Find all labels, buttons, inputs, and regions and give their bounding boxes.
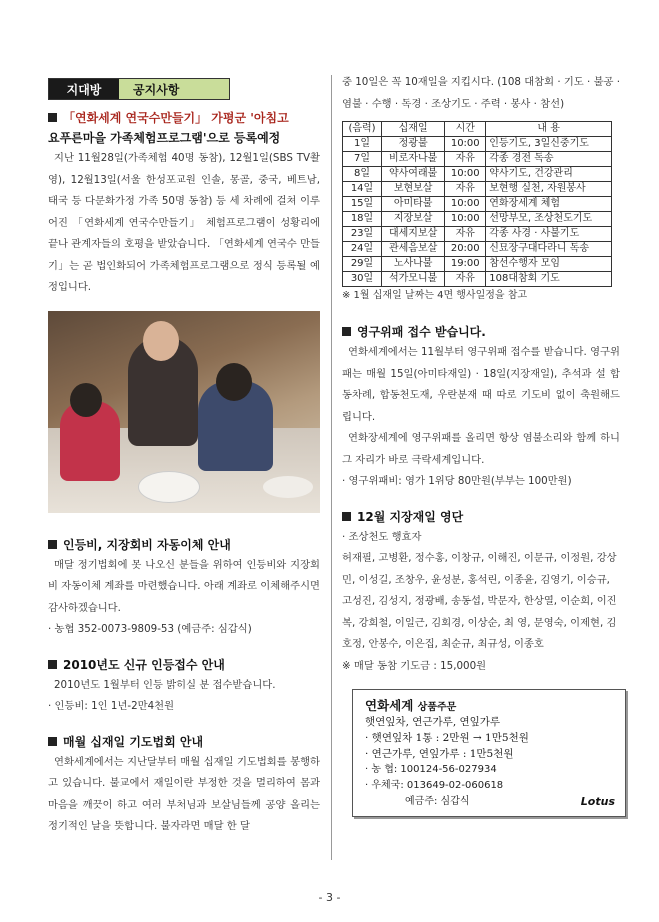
yeonhwa-title: 「연화세계 연국수만들기」 가평군 '아침고 bbox=[48, 108, 320, 128]
cell-day: 아미타불 bbox=[382, 197, 445, 212]
cell-time: 10:00 bbox=[445, 137, 486, 152]
cell-lunar: 8일 bbox=[343, 167, 382, 182]
table-row bbox=[343, 272, 612, 287]
cell-day: 대세지보살 bbox=[382, 227, 445, 242]
cell-lunar: 23일 bbox=[343, 227, 382, 242]
cell-lunar: 24일 bbox=[343, 242, 382, 257]
donors-sub: · 조상천도 행효자 bbox=[342, 530, 422, 543]
schedule-note: ※ 1월 십재일 날짜는 4면 행사일정을 참고 bbox=[342, 290, 528, 301]
cell-content: 신묘장구대다라니 독송 bbox=[486, 242, 612, 257]
cell-lunar: 1일 bbox=[343, 137, 382, 152]
prayer-body-left: 연화세계에서는 지난달부터 매월 십재일 기도법회를 봉행하고 있습니다. 불교에서 재일이란 부정한 것을 멀리하여 몸과 마음을 깨끗이 하고 여러 부처님과 보살님들께 공양 올리는 정기적인 날을 뜻합니다. 불자라면 매달 한 달 bbox=[48, 755, 320, 832]
table-row bbox=[343, 197, 612, 212]
page-number: - 3 - bbox=[318, 891, 341, 904]
cell-content: 연화장세계 체험 bbox=[486, 197, 612, 212]
dept-label: 지대방 bbox=[49, 79, 119, 99]
prayer-body-right: 중 10일은 꼭 10재일을 지킵시다. (108 대참회 · 기도 · 불공 · 염불 · 수행 · 독경 · 조상기도 · 주력 · 봉사 · 참선) bbox=[342, 76, 621, 110]
cell-time: 20:00 bbox=[445, 242, 486, 257]
header-day: 십재일 bbox=[382, 122, 445, 137]
cell-lunar: 30일 bbox=[343, 272, 382, 287]
table-row bbox=[343, 227, 612, 242]
order-holder: 예금주: 심갑식 Lotus bbox=[405, 795, 615, 808]
cell-day: 관세음보살 bbox=[382, 242, 445, 257]
donors-note: ※ 매달 동참 기도금 : 15,000원 bbox=[342, 659, 487, 672]
prayer-section bbox=[48, 732, 320, 838]
bullet-square-icon bbox=[342, 512, 351, 521]
cell-lunar: 29일 bbox=[343, 257, 382, 272]
cell-content: 약사기도, 건강관리 bbox=[486, 167, 612, 182]
cell-time: 10:00 bbox=[445, 197, 486, 212]
header-content: 내 용 bbox=[486, 122, 612, 137]
cell-time: 자유 bbox=[445, 227, 486, 242]
cell-content: 선망부모, 조상천도기도 bbox=[486, 212, 612, 227]
donors-section bbox=[342, 507, 620, 678]
bullet-square-icon bbox=[48, 660, 57, 669]
yeonhwa-section bbox=[48, 108, 320, 299]
cell-day: 약사여래불 bbox=[382, 167, 445, 182]
cell-day: 석가모니불 bbox=[382, 272, 445, 287]
prayer-title: 매월 십재일 기도법회 안내 bbox=[48, 732, 320, 752]
table-row bbox=[343, 212, 612, 227]
memorial-section bbox=[342, 322, 620, 493]
cell-day: 정광불 bbox=[382, 137, 445, 152]
indeung-fee: · 인등비: 1인 1년-2만4천원 bbox=[48, 700, 175, 712]
cell-day: 보현보살 bbox=[382, 182, 445, 197]
cell-time: 자유 bbox=[445, 182, 486, 197]
indeung-section bbox=[48, 655, 320, 718]
donors-names: 허재필, 고병환, 정수홍, 이창규, 이해진, 이문규, 이정원, 강상민, 이성길, 조창우, 윤성분, 홍석린, 이종윤, 김영기, 이승규, 고성진, 김성지, 정광배, 송동섭, 박문자, 한상열, 이순희, 이진복, 강희철, 이일근, 김회경, 이상순, 최 영, 문영숙, 이제현, 김호정, 안봉수, 이은집, 최순규, 최규성, 이종호 bbox=[342, 552, 617, 650]
order-bank-post: · 우체국: 013649-02-060618 bbox=[365, 780, 504, 791]
order-price-powder: · 연근가루, 연잎가루 : 1만5천원 bbox=[365, 748, 514, 760]
memorial-body1: 연화세계에서는 11월부터 영구위패 접수를 받습니다. 영구위패는 매월 15일(아미타재일) · 18일(지장재일), 추석과 설 합동차례, 합동천도재, 우란분재 때 따로 기도비 없이 축원해드립니다. bbox=[342, 346, 620, 423]
left-column bbox=[48, 78, 320, 838]
yeonhwa-body: 지난 11월28일(가족체험 40명 동참), 12월1일(SBS TV촬영), 12월13일(서울 한성포교원 인솔, 몽골, 중국, 베트남, 태국 등 다문화가정 가족 50명 동참) 등 세 차례에 걸쳐 이루어진 「연화세계 연국수만들기」 체험프로그램이 성황리에 끝나 관계자들의 호평을 받았습니다. 「연화세계 연국수 만들기」는 곧 법인화되어 가족체험프로그램으로 정식 등록될 예정입니다. bbox=[48, 152, 320, 293]
table-row bbox=[343, 152, 612, 167]
bullet-square-icon bbox=[48, 113, 57, 122]
cell-time: 자유 bbox=[445, 272, 486, 287]
cell-time: 자유 bbox=[445, 152, 486, 167]
memorial-body2: 연화장세계에 영구위패를 올리면 항상 염불소리와 함께 하니 그 자리가 바로 극락세계입니다. bbox=[342, 432, 620, 466]
cell-content: 인등기도, 3일신중기도 bbox=[486, 137, 612, 152]
cell-time: 19:00 bbox=[445, 257, 486, 272]
table-row bbox=[343, 167, 612, 182]
header-lunar: (음력) bbox=[343, 122, 382, 137]
order-items: 햇연잎차, 연근가루, 연잎가루 bbox=[365, 716, 501, 728]
table-row bbox=[343, 257, 612, 272]
table-header-row bbox=[343, 122, 612, 137]
order-title: 연화세계 상품주문 bbox=[365, 698, 457, 713]
indeung-title: 2010년도 신규 인등접수 안내 bbox=[48, 655, 320, 675]
lotus-logo: Lotus bbox=[580, 795, 615, 808]
memorial-fee: · 영구위패비: 영가 1위당 80만원(부부는 100만원) bbox=[342, 475, 572, 487]
cell-time: 10:00 bbox=[445, 212, 486, 227]
table-row bbox=[343, 242, 612, 257]
header-time: 시간 bbox=[445, 122, 486, 137]
table-row bbox=[343, 182, 612, 197]
autopay-title: 인등비, 지장회비 자동이체 안내 bbox=[48, 535, 320, 555]
cell-content: 108대참회 기도 bbox=[486, 272, 612, 287]
bullet-square-icon bbox=[48, 737, 57, 746]
notice-label: 공지사항 bbox=[119, 79, 229, 99]
cell-content: 보현행 실천, 자원봉사 bbox=[486, 182, 612, 197]
cell-day: 지장보살 bbox=[382, 212, 445, 227]
cell-lunar: 14일 bbox=[343, 182, 382, 197]
section-header bbox=[48, 78, 230, 100]
cell-day: 노사나불 bbox=[382, 257, 445, 272]
noodle-making-photo bbox=[48, 311, 320, 513]
autopay-account: · 농협 352-0073-9809-53 (예금주: 심갑식) bbox=[48, 623, 252, 635]
cell-content: 각종 경전 독송 bbox=[486, 152, 612, 167]
ten-day-schedule-table bbox=[342, 121, 612, 287]
donors-title: 12월 지장재일 영단 bbox=[342, 507, 620, 527]
cell-content: 참선수행자 모임 bbox=[486, 257, 612, 272]
indeung-body: 2010년도 1월부터 인등 밝히실 분 접수받습니다. bbox=[54, 678, 276, 691]
cell-content: 각종 사경 · 사불기도 bbox=[486, 227, 612, 242]
autopay-section bbox=[48, 535, 320, 641]
bullet-square-icon bbox=[342, 327, 351, 336]
cell-time: 10:00 bbox=[445, 167, 486, 182]
cell-lunar: 18일 bbox=[343, 212, 382, 227]
autopay-body: 매달 정기법회에 못 나오신 분들을 위하여 인등비와 지장회비 자동이체 계좌를 마련했습니다. 아래 계좌로 이체해주시면 감사하겠습니다. bbox=[48, 558, 320, 614]
table-row bbox=[343, 137, 612, 152]
column-divider bbox=[331, 75, 332, 860]
order-price-tea: · 햇연잎차 1통 : 2만원 → 1만5천원 bbox=[365, 732, 529, 744]
bullet-square-icon bbox=[48, 540, 57, 549]
order-bank-nh: · 농 협: 100124-56-027934 bbox=[365, 764, 497, 775]
product-order-box bbox=[352, 689, 626, 817]
cell-lunar: 15일 bbox=[343, 197, 382, 212]
cell-day: 비로자나불 bbox=[382, 152, 445, 167]
right-column bbox=[342, 72, 620, 817]
memorial-title: 영구위패 접수 받습니다. bbox=[342, 322, 620, 342]
cell-lunar: 7일 bbox=[343, 152, 382, 167]
yeonhwa-title-line2: 요푸른마을 가족체험프로그램'으로 등록예정 bbox=[48, 131, 281, 145]
